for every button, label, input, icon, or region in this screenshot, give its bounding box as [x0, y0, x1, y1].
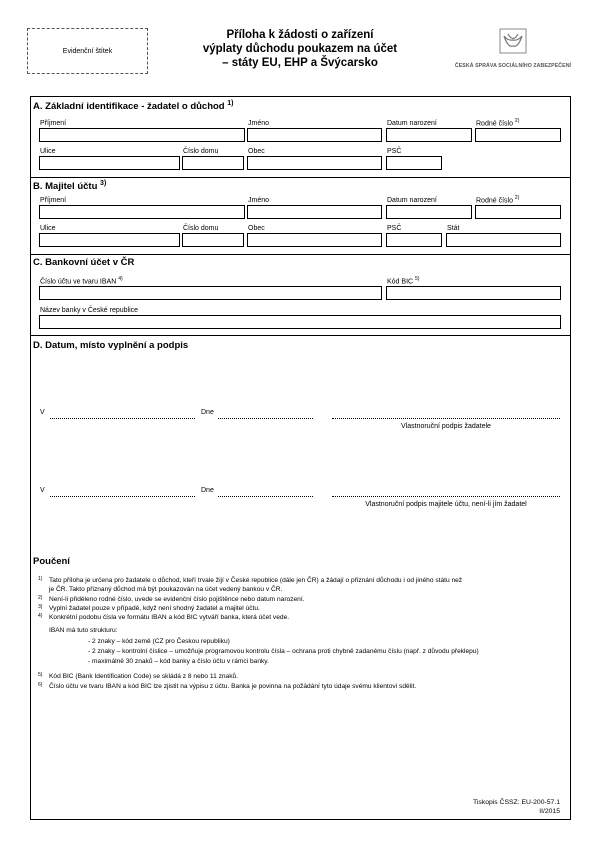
d-applicant-signature-caption: Vlastnoruční podpis žadatele [401, 423, 491, 430]
note-3-mark: 3) [38, 604, 43, 610]
b-surname-label: Příjmení [40, 197, 67, 204]
logo-text: ČESKÁ SPRÁVA SOCIÁLNÍHO ZABEZPEČENÍ [454, 63, 572, 69]
d-date-label-2: Dne [201, 487, 214, 494]
form-edition: II/2015 [539, 808, 560, 815]
b-state-label: Stát [447, 225, 460, 232]
note-2: Není-li přiděleno rodné číslo, uvede se evidenční číslo pojištěnce nebo datum narození. [49, 596, 305, 603]
d-place-label-1: V [40, 409, 45, 416]
a-municipality-label: Obec [248, 148, 265, 155]
a-street-label: Ulice [40, 148, 56, 155]
a-birth-date-field[interactable] [386, 128, 472, 142]
note-1-mark: 1) [38, 576, 43, 582]
a-birth-number-label: Rodné číslo $^{2)}$ [476, 118, 520, 128]
d-applicant-signature-line[interactable] [332, 418, 560, 419]
a-postcode-field[interactable] [386, 156, 442, 170]
a-house-number-field[interactable] [182, 156, 244, 170]
a-name-label: Jméno [248, 120, 270, 127]
iban-structure-heading: IBAN má tuto strukturu: [49, 627, 118, 634]
d-date-line-2[interactable] [218, 496, 313, 497]
b-postcode-field[interactable] [386, 233, 442, 247]
c-bank-name-field[interactable] [39, 315, 561, 329]
note-1-line-2: je ČR. Takto přiznaný důchod má být poukazován na účet vedený bankou v ČR. [49, 586, 283, 593]
b-municipality-field[interactable] [247, 233, 382, 247]
note-6-mark: 6) [38, 682, 43, 688]
title-line-1: Příloha k žádosti o zařízení [226, 29, 374, 41]
form-title [170, 28, 430, 70]
section-divider [30, 177, 571, 178]
iban-structure-item-1: - 2 znaky – kód země (CZ pro Českou republiku) [88, 638, 230, 645]
d-date-label-1: Dne [201, 409, 214, 416]
b-house-number-label: Číslo domu [183, 225, 219, 232]
a-postcode-label: PSČ [387, 148, 402, 155]
cssz-emblem-icon [499, 28, 527, 54]
note-4-mark: 4) [38, 613, 43, 619]
a-birth-date-label: Datum narození [387, 120, 437, 127]
note-5-mark: 5) [38, 672, 43, 678]
title-line-2: výplaty důchodu poukazem na účet [202, 43, 398, 55]
b-state-field[interactable] [446, 233, 561, 247]
d-place-line-1[interactable] [50, 418, 195, 419]
c-iban-field[interactable] [39, 286, 382, 300]
d-date-line-1[interactable] [218, 418, 313, 419]
a-street-field[interactable] [39, 156, 180, 170]
a-surname-field[interactable] [39, 128, 245, 142]
b-street-label: Ulice [40, 225, 56, 232]
a-name-field[interactable] [247, 128, 382, 142]
title-line-3: – státy EU, EHP a Švýcarsko [222, 57, 378, 69]
b-postcode-label: PSČ [387, 225, 402, 232]
section-c-title: C. Bankovní účet v ČR [33, 257, 135, 268]
iban-structure-item-2: - 2 znaky – kontrolní číslice – umožňuje programovou kontrolu čísla – ochrana proti chybně zadanému číslu (např. z důvodu překlepu) [88, 648, 479, 655]
registration-label-box [27, 28, 148, 74]
c-bic-field[interactable] [386, 286, 561, 300]
a-birth-number-field[interactable] [475, 128, 561, 142]
cssz-logo [448, 28, 578, 69]
c-iban-label: Číslo účtu ve tvaru IBAN $^{4)}$ [40, 276, 123, 286]
section-b-title: B. Majitel účtu $^{3)}$ [33, 180, 107, 193]
section-divider [30, 335, 571, 336]
note-4: Konkrétní podobu čísla ve formátu IBAN a kód BIC vytváří banka, která účet vede. [49, 614, 290, 621]
note-3: Vyplní žadatel pouze v případě, když není shodný žadatel a majitel účtu. [49, 605, 260, 612]
section-divider [30, 254, 571, 255]
d-place-line-2[interactable] [50, 496, 195, 497]
a-surname-label: Příjmení [40, 120, 67, 127]
b-birth-number-label: Rodné číslo $^{2)}$ [476, 195, 520, 205]
c-bic-label: Kód BIC $^{5)}$ [387, 276, 420, 286]
b-surname-field[interactable] [39, 205, 245, 219]
section-a-title: A. Základní identifikace - žadatel o důchod $^{1)}$ [33, 100, 234, 113]
b-birth-date-field[interactable] [386, 205, 472, 219]
d-place-label-2: V [40, 487, 45, 494]
b-birth-date-label: Datum narození [387, 197, 437, 204]
b-street-field[interactable] [39, 233, 180, 247]
b-birth-number-field[interactable] [475, 205, 561, 219]
form-footer [400, 798, 560, 816]
a-municipality-field[interactable] [247, 156, 382, 170]
iban-structure-item-3: - maximálně 30 znaků – kód banky a číslo účtu v rámci banky. [88, 658, 269, 665]
c-bank-name-label: Název banky v České republice [40, 307, 139, 314]
registration-label-text: Evidenční štítek [62, 47, 113, 55]
note-6: Číslo účtu ve tvaru IBAN a kód BIC lze zjistit na výpisu z účtu. Banka je povinna na požádání tyto údaje svému klientovi sdělit. [49, 683, 417, 690]
section-d-title: D. Datum, místo vyplnění a podpis [33, 340, 189, 351]
d-owner-signature-line[interactable] [332, 496, 560, 497]
note-1-line-1: Tato příloha je určena pro žadatele o důchod, kteří trvale žijí v České republice (dále jen ČR) a žádají o přiznání důchodu i od jiného státu než [49, 577, 463, 584]
b-name-field[interactable] [247, 205, 382, 219]
b-house-number-field[interactable] [182, 233, 244, 247]
note-5: Kód BIC (Bank Identification Code) se skládá z 8 nebo 11 znaků. [49, 673, 239, 680]
a-house-number-label: Číslo domu [183, 148, 219, 155]
form-code: Tiskopis ČSSZ: EU-200-57.1 [472, 799, 560, 806]
notes-title: Poučení [33, 556, 70, 567]
b-name-label: Jméno [248, 197, 270, 204]
d-owner-signature-caption: Vlastnoruční podpis majitele účtu, není-li jím žadatel [365, 501, 527, 508]
b-municipality-label: Obec [248, 225, 265, 232]
note-2-mark: 2) [38, 595, 43, 601]
